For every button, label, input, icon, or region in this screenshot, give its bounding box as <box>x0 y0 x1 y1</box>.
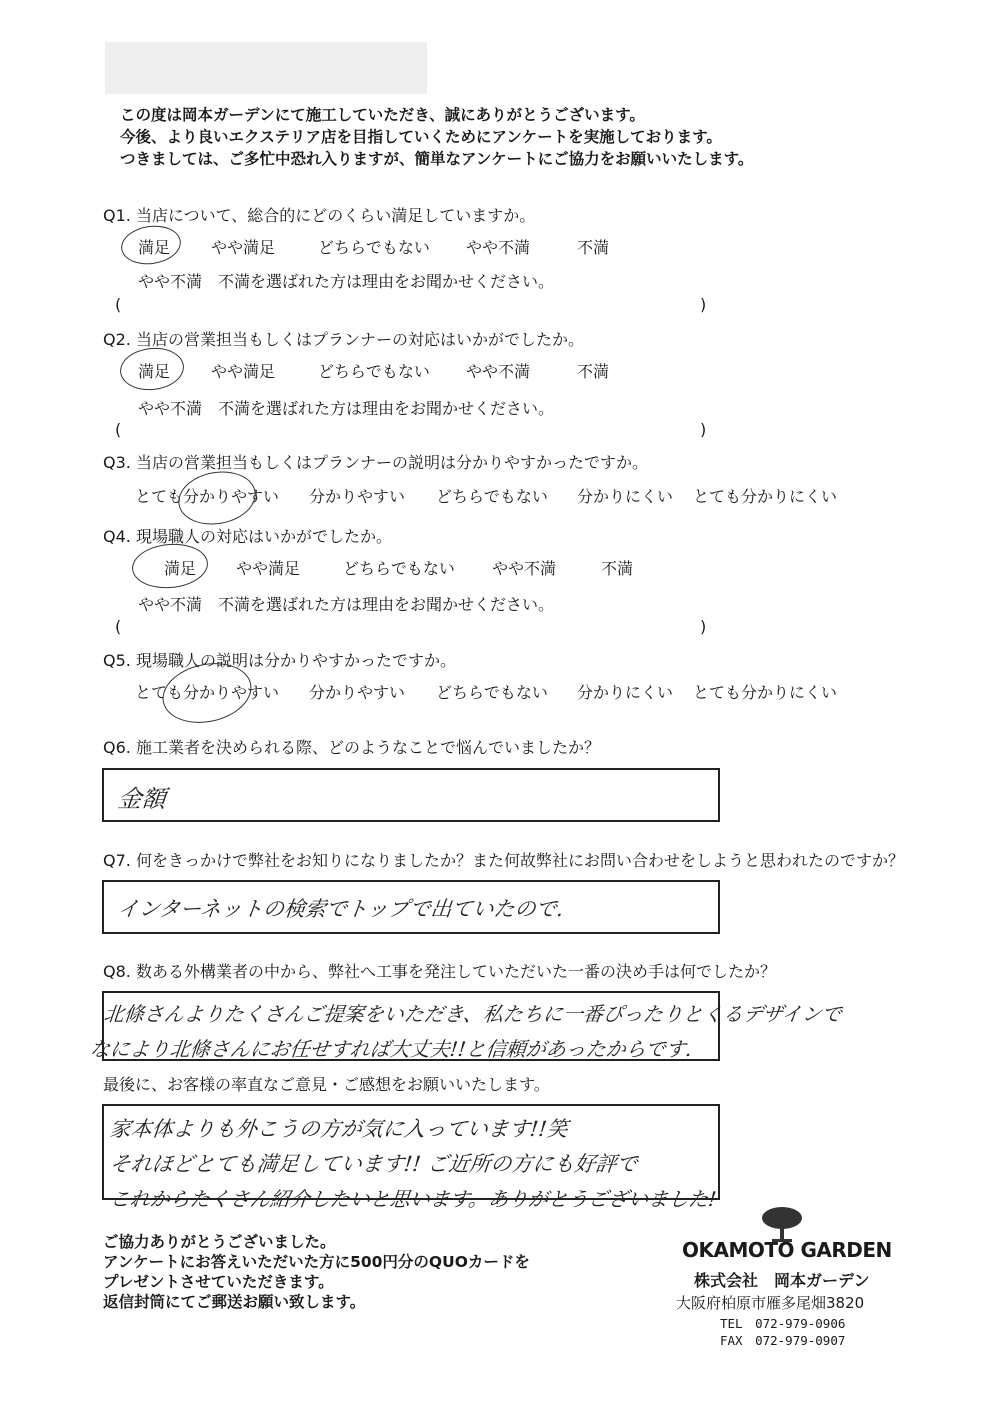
q2-option-somewhat-satisfied[interactable]: やや満足 <box>211 362 276 381</box>
q6-answer-box[interactable] <box>102 768 720 822</box>
company-name: 株式会社 岡本ガーデン <box>694 1271 870 1290</box>
company-tel: TEL 072-979-0906 <box>720 1316 846 1331</box>
q6-handwritten-answer: 金額 <box>116 785 168 813</box>
q3-question: Q3. 当店の営業担当もしくはプランナーの説明は分かりやすかったですか。 <box>103 453 648 472</box>
q1-option-neutral[interactable]: どちらでもない <box>318 238 430 257</box>
q5-option-very-hard[interactable]: とても分かりにくい <box>693 683 838 702</box>
q2-reason-prompt: やや不満 不満を選ばれた方は理由をお聞かせください。 <box>138 399 555 418</box>
q4-option-neutral[interactable]: どちらでもない <box>343 559 455 578</box>
q1-question: Q1. 当店について、総合的にどのくらい満足していますか。 <box>103 206 536 225</box>
q4-reason-open-paren: ( <box>115 617 122 636</box>
q4-question: Q4. 現場職人の対応はいかがでしたか。 <box>103 527 392 546</box>
comment-handwritten-line-2: それほどとても満足しています!! ご近所の方にも好評で <box>108 1152 639 1176</box>
company-logo: OKAMOTO GARDEN <box>682 1238 892 1262</box>
q4-answer-circle <box>130 541 210 591</box>
q1-reason-close-paren: ) <box>700 295 707 314</box>
q5-option-very-easy[interactable]: とても分かりやすい <box>135 683 280 702</box>
q7-answer-box[interactable] <box>102 880 720 934</box>
intro-text <box>120 104 753 170</box>
footer-thanks <box>103 1232 530 1312</box>
q2-answer-circle <box>118 345 186 393</box>
comment-handwritten-line-1: 家本体よりも外こうの方が気に入っています!!笑 <box>108 1117 570 1141</box>
q8-handwritten-line-1: 北條さんよりたくさんご提案をいただき、私たちに一番ぴったりとくるデザインで <box>102 1002 843 1026</box>
q2-option-satisfied[interactable]: 満足 <box>138 362 171 381</box>
q1-option-somewhat-satisfied[interactable]: やや満足 <box>211 238 276 257</box>
q5-question: Q5. 現場職人の説明は分かりやすかったですか。 <box>103 651 456 670</box>
q6-question: Q6. 施工業者を決められる際、どのようなことで悩んでいましたか？ <box>103 738 600 757</box>
q1-option-somewhat-dissatisfied[interactable]: やや不満 <box>466 238 531 257</box>
q5-option-neutral[interactable]: どちらでもない <box>436 683 548 702</box>
q3-option-hard[interactable]: 分かりにくい <box>577 487 674 506</box>
q7-handwritten-answer: インターネットの検索でトップで出ていたので. <box>116 897 565 921</box>
company-fax: FAX 072-979-0907 <box>720 1333 846 1348</box>
footer-line: プレゼントさせていただきます。 <box>103 1273 334 1291</box>
q2-option-dissatisfied[interactable]: 不満 <box>577 362 610 381</box>
q1-answer-circle <box>119 222 184 268</box>
q2-option-neutral[interactable]: どちらでもない <box>318 362 430 381</box>
q4-reason-close-paren: ) <box>700 617 707 636</box>
q8-handwritten-line-2: なにより北條さんにお任せすれば大丈夫!!と信頼があったからです. <box>88 1037 694 1061</box>
q7-question: Q7. 何をきっかけで弊社をお知りになりましたか？また何故弊社にお問い合わせをしようと思われたのですか？ <box>103 851 904 870</box>
q5-option-hard[interactable]: 分かりにくい <box>577 683 674 702</box>
q5-option-easy[interactable]: 分かりやすい <box>309 683 406 702</box>
q2-question: Q2. 当店の営業担当もしくはプランナーの対応はいかがでしたか。 <box>103 330 584 349</box>
q4-reason-prompt: やや不満 不満を選ばれた方は理由をお聞かせください。 <box>138 595 555 614</box>
q3-option-neutral[interactable]: どちらでもない <box>436 487 548 506</box>
footer-line: ご協力ありがとうございました。 <box>103 1233 336 1251</box>
q4-option-somewhat-satisfied[interactable]: やや満足 <box>236 559 301 578</box>
intro-line: 今後、より良いエクステリア店を目指していくためにアンケートを実施しております。 <box>120 128 722 146</box>
q2-reason-close-paren: ) <box>700 420 707 439</box>
q2-reason-open-paren: ( <box>115 420 122 439</box>
q4-option-satisfied[interactable]: 満足 <box>164 559 197 578</box>
redacted-name-area <box>105 42 427 94</box>
q3-option-very-hard[interactable]: とても分かりにくい <box>693 487 838 506</box>
intro-line: つきましては、ご多忙中恐れ入りますが、簡単なアンケートにご協力をお願いいたします。 <box>120 150 754 168</box>
footer-line: 返信封筒にてご郵送お願い致します。 <box>103 1293 366 1311</box>
comment-handwritten-line-3: これからたくさん紹介したいと思います。ありがとうございました! <box>108 1187 718 1211</box>
q8-question: Q8. 数ある外構業者の中から、弊社へ工事を発注していただいた一番の決め手は何でしたか？ <box>103 962 776 981</box>
q4-option-somewhat-dissatisfied[interactable]: やや不満 <box>492 559 557 578</box>
q1-reason-open-paren: ( <box>115 295 122 314</box>
footer-line: アンケートにお答えいただいた方に500円分のQUOカードを <box>103 1253 530 1271</box>
q3-option-easy[interactable]: 分かりやすい <box>309 487 406 506</box>
q2-option-somewhat-dissatisfied[interactable]: やや不満 <box>466 362 531 381</box>
q3-option-very-easy[interactable]: とても分かりやすい <box>135 487 280 506</box>
q3-answer-circle <box>174 466 260 531</box>
q1-reason-prompt: やや不満 不満を選ばれた方は理由をお聞かせください。 <box>138 272 555 291</box>
q1-option-dissatisfied[interactable]: 不満 <box>577 238 610 257</box>
comment-prompt: 最後に、お客様の率直なご意見・ご感想をお願いいたします。 <box>103 1075 550 1094</box>
q1-option-satisfied[interactable]: 満足 <box>138 238 171 257</box>
q4-option-dissatisfied[interactable]: 不満 <box>601 559 634 578</box>
intro-line: この度は岡本ガーデンにて施工していただき、誠にありがとうございます。 <box>120 106 645 124</box>
company-address: 大阪府柏原市雁多尾畑3820 <box>676 1294 865 1312</box>
